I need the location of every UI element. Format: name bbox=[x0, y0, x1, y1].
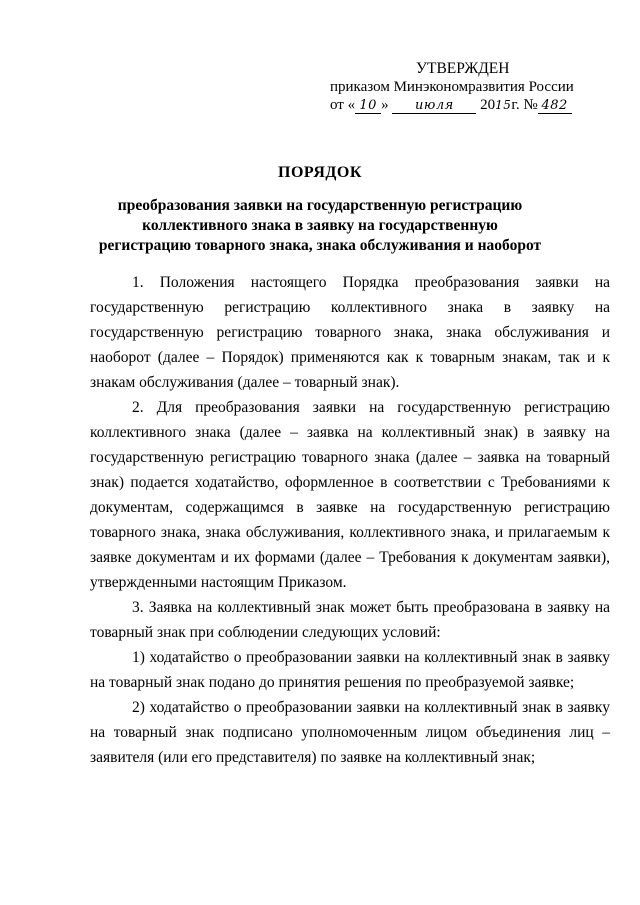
handwritten-month: июля bbox=[392, 99, 476, 114]
approval-order-line: приказом Минэкономразвития России bbox=[330, 79, 574, 95]
date-mid: » bbox=[381, 97, 389, 113]
paragraph-3: 3. Заявка на коллективный знак может быть преобразована в заявку на товарный знак при соблюдении следующих условий: bbox=[90, 599, 610, 641]
paragraph-3-item-2: 2) ходатайство о преобразовании заявки на коллективный знак в заявку на товарный знак подписано уполномоченным лицом объединения лиц – заявителя (или его представителя) по заявке на коллективный знак; bbox=[90, 699, 610, 766]
approval-heading: УТВЕРЖДЕН bbox=[416, 60, 510, 77]
paragraph-3-item-1: 1) ходатайство о преобразовании заявки на коллективный знак в заявку на товарный знак подано до принятия решения по преобразуемой заявке; bbox=[90, 649, 610, 691]
paragraph-1: 1. Положения настоящего Порядка преобразования заявки на государственную регистрацию коллективного знака в заявку на государственную регистрацию товарного знака, знака обслуживания и наоборот (далее – Порядок) применяются как к товарным знакам, так и к знакам обслуживания (далее – товарный знак). bbox=[90, 274, 610, 391]
approval-date-line bbox=[330, 96, 620, 114]
year-prefix: 20 bbox=[480, 97, 496, 113]
handwritten-day: 10 bbox=[355, 99, 381, 114]
paragraph-2: 2. Для преобразования заявки на государственную регистрацию коллективного знака (далее – заявка на коллективный знак) в заявку на государственную регистрацию товарного знака (далее – заявка на товарный знак) подается ходатайство, оформленное в соответствии с Требованиями к документам, содержащимся в заявке на государственную регистрацию товарного знака, знака обслуживания, коллективного знака, и прилагаемым к заявке документам и их формами (далее – Требования к документам заявки), утвержденными настоящим Приказом. bbox=[90, 399, 610, 591]
date-prefix: от « bbox=[330, 97, 356, 113]
document-body bbox=[90, 270, 610, 770]
approval-stamp bbox=[330, 60, 620, 114]
handwritten-number: 482 bbox=[538, 99, 572, 114]
document-subtitle: преобразования заявки на государственную регистрацию коллективного знака в заявку на государственную регистрацию товарного знака, знака обслуживания и наоборот bbox=[98, 197, 542, 254]
handwritten-year: 15 bbox=[495, 98, 512, 112]
year-end: г. bbox=[511, 97, 520, 113]
document-title: ПОРЯДОК bbox=[278, 164, 362, 181]
number-prefix: № bbox=[523, 97, 538, 113]
